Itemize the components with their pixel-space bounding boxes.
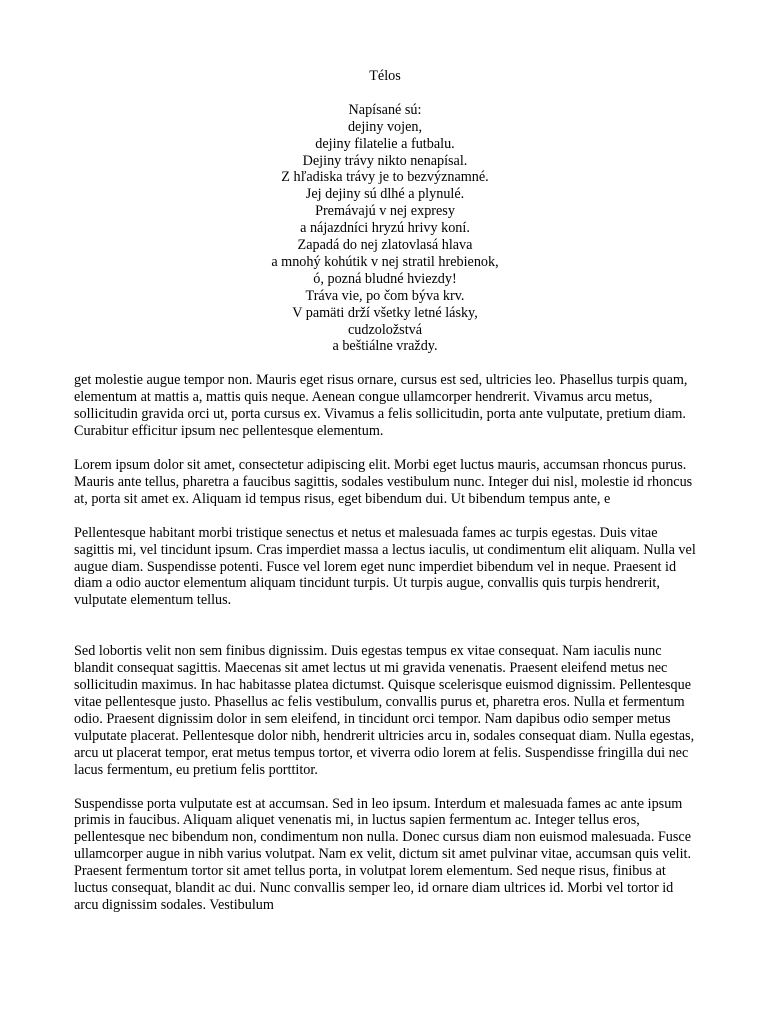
poem-line: a beštiálne vraždy. <box>332 338 438 355</box>
body-paragraph: Lorem ipsum dolor sit amet, consectetur adipiscing elit. Morbi eget luctus mauris, accumsan rhoncus purus. Mauris ante tellus, pharetra a faucibus sagittis, sodales vestibulum nunc. Integer dui nisl, molestie id rhoncus at, porta sit amet ex. Aliquam id tempus risus, eget bibendum dui. Ut bibendum tempus ante, e <box>74 457 693 507</box>
body-paragraph: Sed lobortis velit non sem finibus dignissim. Duis egestas tempus ex vitae consequat. Nam iaculis nunc blandit consequat sagittis. Maecenas sit amet lectus ut mi gravida venenatis. Praesent eleifend metus nec sollicitudin maximus. In hac habitasse platea dictumst. Quisque scelerisque euismod dignissim. Pellentesque vitae pellentesque justo. Phasellus ac felis vestibulum, convallis purus et, pharetra eros. Nulla et fermentum odio. Praesent dignissim dolor in sem eleifend, in tincidunt orci tempor. Nam dapibus odio semper metus vulputate placerat. Pellentesque dolor nibh, hendrerit ultricies arcu in, sodales consequat diam. Nulla egestas, arcu ut placerat tempor, erat metus tempus tortor, et viverra odio lorem at felis. Suspendisse fringilla dui nec lacus fermentum, eu pretium felis porttitor. <box>74 643 695 778</box>
poem-line: Jej dejiny sú dlhé a plynulé. <box>305 186 465 203</box>
poem-line: Tráva vie, po čom býva krv. <box>305 287 465 304</box>
body-paragraph: Suspendisse porta vulputate est at accumsan. Sed in leo ipsum. Interdum et malesuada fames ac ante ipsum primis in faucibus. Aliquam aliquet venenatis mi, in luctus sapien fermentum ac. Integer tellus eros, pellentesque nec bibendum non, condimentum non nulla. Donec cursus diam non euismod malesuada. Fusce ullamcorper augue in nibh varius volutpat. Nam ex velit, dictum sit amet pulvinar vitae, accumsan quis velit. Praesent fermentum tortor sit amet tellus porta, in volutpat lorem elementum. Sed neque risus, finibus at luctus consequat, blandit ac dui. Nunc convallis semper leo, id ornare diam ultrices id. Morbi vel tortor id arcu dignissim sodales. Vestibulum <box>74 795 692 913</box>
poem-line: Premávajú v nej expresy <box>315 203 455 220</box>
poem-line: V pamäti drží všetky letné lásky, <box>292 304 478 321</box>
poem-line: a nájazdníci hryzú hrivy koní. <box>300 220 470 237</box>
body-paragraph: get molestie augue tempor non. Mauris eget risus ornare, cursus est sed, ultricies leo. Phasellus turpis quam, elementum at mattis a, mattis quis neque. Aenean congue ullamcorper hendrerit. Vivamus arcu metus, sollicitudin gravida orci ut, porta cursus ex. Vivamus a felis sollicitudin, porta ante vulputate, pretium diam. Curabitur efficitur ipsum nec pellentesque elementum. <box>74 372 688 440</box>
poem-line: dejiny vojen, <box>347 118 423 135</box>
poem-title: Télos <box>369 68 401 84</box>
poem-line: Napísané sú: <box>348 101 422 118</box>
poem-line: ó, pozná bludné hviezdy! <box>313 270 457 287</box>
body-paragraph: Pellentesque habitant morbi tristique senectus et netus et malesuada fames ac turpis egestas. Duis vitae sagittis mi, vel tincidunt ipsum. Cras imperdiet massa a lectus iaculis, ut condimentum elit aliquam. Nulla vel augue diam. Suspendisse potenti. Fusce vel lorem eget nunc imperdiet bibendum vel in neque. Praesent id diam a odio auctor elementum aliquam tincidunt turpis. Ut turpis augue, convallis quis turpis hendrerit, vulputate elementum tellus. <box>74 524 696 609</box>
poem-line: Dejiny trávy nikto nenapísal. <box>302 152 468 169</box>
poem <box>74 68 696 355</box>
poem-line: Z hľadiska trávy je to bezvýznamné. <box>281 169 489 186</box>
poem-line: a mnohý kohútik v nej stratil hrebienok, <box>271 253 499 270</box>
poem-line: Zapadá do nej zlatovlasá hlava <box>297 237 473 254</box>
poem-line: dejiny filatelie a futbalu. <box>315 135 455 152</box>
document-page <box>74 68 696 914</box>
poem-line: cudzoložstvá <box>347 321 423 338</box>
